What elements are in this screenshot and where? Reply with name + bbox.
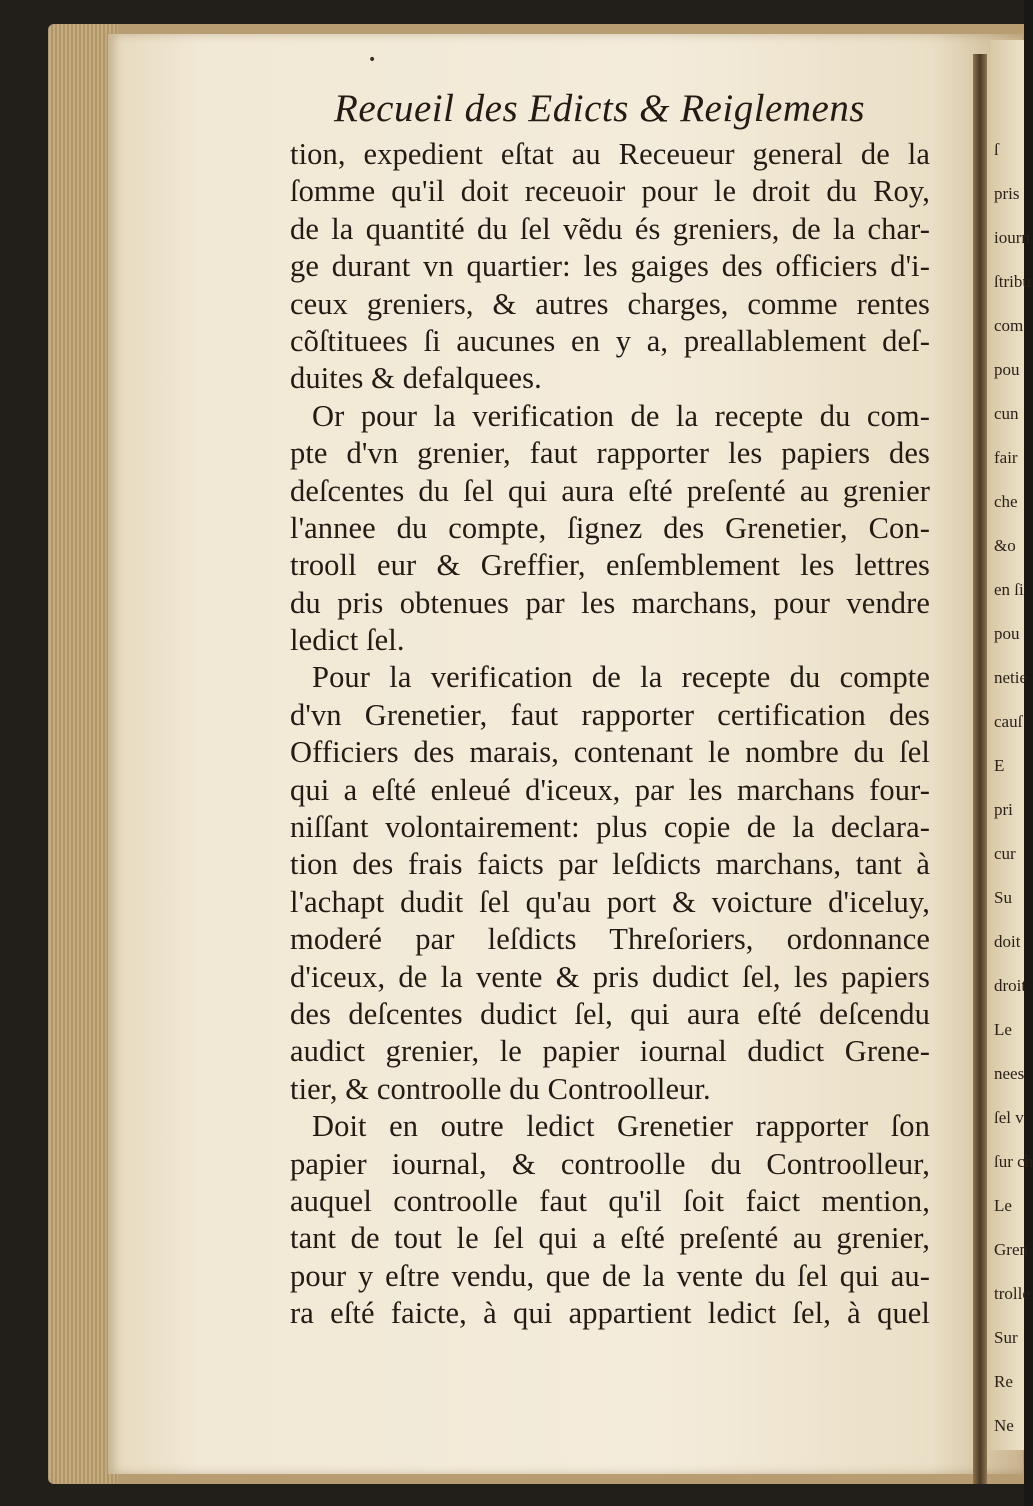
text-line: Or pour la verification de la recepte du com-	[312, 398, 930, 433]
text-line: ceux greniers, & autres charges, comme rentes	[290, 286, 930, 321]
facing-page-fragment: droit	[994, 976, 1027, 995]
facing-page-edge	[990, 40, 1033, 1450]
facing-page-fragment: ſ	[994, 140, 999, 159]
text-line: d'iceux, de la vente & pris dudict ſel, les papiers	[290, 959, 930, 994]
text-line: trooll eur & Greffier, enſemblement les lettres	[290, 548, 930, 583]
text-line: audict grenier, le papier iournal dudict Grene-	[290, 1034, 930, 1069]
facing-page-fragment: ſel v	[994, 1108, 1024, 1127]
text-line: cõſtituees ſi aucunes en y a, preallablement deſ-	[290, 323, 930, 358]
text-line: des deſcentes dudict ſel, qui aura eſté deſcendu	[290, 996, 930, 1031]
text-line: Officiers des marais, contenant le nombre du ſel	[290, 735, 930, 770]
facing-page-fragment: ſur ch	[994, 1152, 1033, 1171]
text-line: tion, expedient eſtat au Receueur general de la	[290, 137, 930, 171]
facing-page-fragment: cun	[994, 404, 1019, 423]
facing-page-fragment: en ſi	[994, 580, 1024, 599]
text-line: tier, & controolle du Controolleur.	[290, 1071, 711, 1106]
text-line: deſcentes du ſel qui aura eſté preſenté au grenier	[290, 473, 930, 508]
facing-page-fragment: nees	[994, 1064, 1025, 1083]
text-line: ſomme qu'il doit receuoir pour le droit du Roy,	[290, 174, 930, 209]
facing-page-fragment: cauſ	[994, 712, 1023, 731]
facing-page-fragment: pou	[994, 360, 1020, 379]
ink-dot: •	[368, 52, 377, 68]
text-line: papier iournal, & controolle du Controolleur,	[290, 1146, 930, 1181]
facing-page-fragment: Le	[994, 1020, 1012, 1039]
gutter	[973, 54, 987, 1484]
text-line: ledict ſel.	[290, 623, 405, 658]
text-line: l'annee du compte, ſignez des Grenetier, Con-	[290, 510, 930, 545]
text-line: ge durant vn quartier: les gaiges des officiers d'i-	[290, 249, 930, 284]
body-text	[290, 136, 930, 1333]
facing-page-fragment: cur	[994, 844, 1016, 863]
text-line: de la quantité du ſel vẽdu és greniers, de la char-	[290, 211, 930, 246]
facing-page-fragment: com	[994, 316, 1024, 335]
text-line: pte d'vn grenier, faut rapporter les papiers des	[290, 436, 930, 471]
facing-page-fragment: trolle	[994, 1284, 1030, 1303]
facing-page-fragment: Su	[994, 888, 1012, 907]
text-line: Pour la verification de la recepte du compte	[312, 660, 930, 695]
text-line: auquel controolle faut qu'il ſoit faict mention,	[290, 1183, 930, 1218]
facing-page-fragment: netie	[994, 668, 1028, 687]
facing-page-fragment: E	[994, 756, 1005, 775]
facing-page-fragment: Sur	[994, 1328, 1018, 1347]
text-line: duites & defalquees.	[290, 361, 542, 396]
facing-page-fragment: fair	[994, 448, 1018, 467]
facing-page-fragment: Re	[994, 1372, 1013, 1391]
text-line: d'vn Grenetier, faut rapporter certification des	[290, 697, 930, 732]
text-line: tion des frais faicts par leſdicts marchans, tant à	[290, 847, 930, 882]
facing-page-fragment: Gren	[994, 1240, 1028, 1259]
text-line: pour y eſtre vendu, que de la vente du ſel qui au-	[290, 1258, 930, 1293]
facing-page-fragment: che	[994, 492, 1018, 511]
text-line: niſſant volontairement: plus copie de la declara-	[290, 810, 930, 845]
text-line: du pris obtenues par les marchans, pour vendre	[290, 585, 930, 620]
facing-page-fragment: Ne	[994, 1416, 1014, 1435]
facing-page-fragment: pou	[994, 624, 1020, 643]
text-line: tant de tout le ſel qui a eſté preſenté au grenier,	[290, 1221, 930, 1256]
text-line: Doit en outre ledict Grenetier rapporter ſon	[312, 1109, 930, 1144]
facing-page-fragment: iourn	[994, 228, 1030, 247]
facing-page-fragment: pri	[994, 800, 1013, 819]
text-line: l'achapt dudit ſel qu'au port & voicture d'iceluy,	[290, 884, 930, 919]
text-line: moderé par leſdicts Threſoriers, ordonnance	[290, 922, 930, 957]
facing-page-fragment: Le	[994, 1196, 1012, 1215]
running-head: Recueil des Edicts & Reiglemens	[334, 87, 865, 130]
facing-page-fragment: ſtribu	[994, 272, 1031, 291]
facing-page-fragment: pris	[994, 184, 1020, 203]
facing-page-fragment: &o	[994, 536, 1016, 555]
text-line: ra eſté faicte, à qui appartient ledict ſel, à quel	[290, 1296, 930, 1331]
text-block	[290, 82, 930, 1333]
text-line: qui a eſté enleué d'iceux, par les marchans four-	[290, 772, 930, 807]
facing-page-fragment: doit	[994, 932, 1021, 951]
